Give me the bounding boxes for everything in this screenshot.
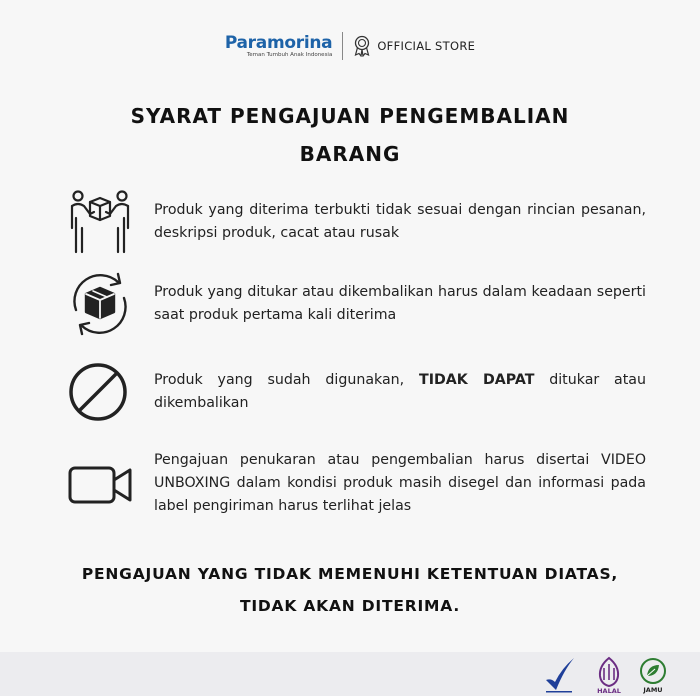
official-store-label: OFFICIAL STORE bbox=[377, 39, 476, 53]
jamu-logo-icon bbox=[636, 656, 670, 694]
brand-name: Paramorina bbox=[224, 32, 333, 53]
store-header bbox=[0, 28, 700, 64]
badge-icon bbox=[353, 35, 371, 57]
requirement-text bbox=[154, 369, 646, 415]
text-before: Produk yang sudah digunakan, bbox=[154, 372, 420, 388]
requirement-text: Pengajuan penukaran atau pengembalian harus disertai VIDEO UNBOXING dalam kondisi produk masih disegel dan informasi pada label pengiriman harus terlihat jelas bbox=[154, 452, 646, 514]
page-title bbox=[0, 97, 700, 173]
requirement-item bbox=[66, 358, 646, 426]
warning-line-1: PENGAJUAN YANG TIDAK MEMENUHI KETENTUAN DIATAS, bbox=[81, 565, 619, 583]
emphasis-text: TIDAK DAPAT bbox=[419, 372, 535, 388]
checkmark-logo-icon bbox=[542, 656, 576, 694]
warning-line-2: TIDAK AKAN DITERIMA. bbox=[239, 597, 461, 615]
handover-box-icon bbox=[66, 188, 134, 256]
halal-logo-icon bbox=[592, 656, 626, 694]
video-camera-icon bbox=[66, 450, 134, 518]
requirement-item bbox=[66, 449, 646, 518]
brand-tagline: Teman Tumbuh Anak Indonesia bbox=[246, 51, 333, 58]
prohibited-icon bbox=[66, 358, 134, 426]
halal-label: HALAL bbox=[597, 687, 621, 694]
requirement-text: Produk yang diterima terbukti tidak sesuai dengan rincian pesanan, deskripsi produk, cacat atau rusak bbox=[154, 202, 646, 241]
requirement-item bbox=[66, 188, 646, 256]
brand-logo bbox=[225, 34, 333, 59]
warning-note bbox=[0, 558, 700, 622]
text-after: ditukar atau dikembalikan bbox=[154, 372, 646, 411]
requirement-item bbox=[66, 270, 646, 338]
requirement-text: Produk yang ditukar atau dikembalikan harus dalam keadaan seperti saat produk pertama kali diterima bbox=[154, 284, 646, 323]
header-divider bbox=[342, 32, 343, 60]
title-line-1: SYARAT PENGAJUAN PENGEMBALIAN bbox=[130, 104, 570, 128]
return-box-icon bbox=[66, 270, 134, 338]
title-line-2: BARANG bbox=[299, 142, 401, 166]
jamu-label: JAMU bbox=[643, 686, 663, 694]
